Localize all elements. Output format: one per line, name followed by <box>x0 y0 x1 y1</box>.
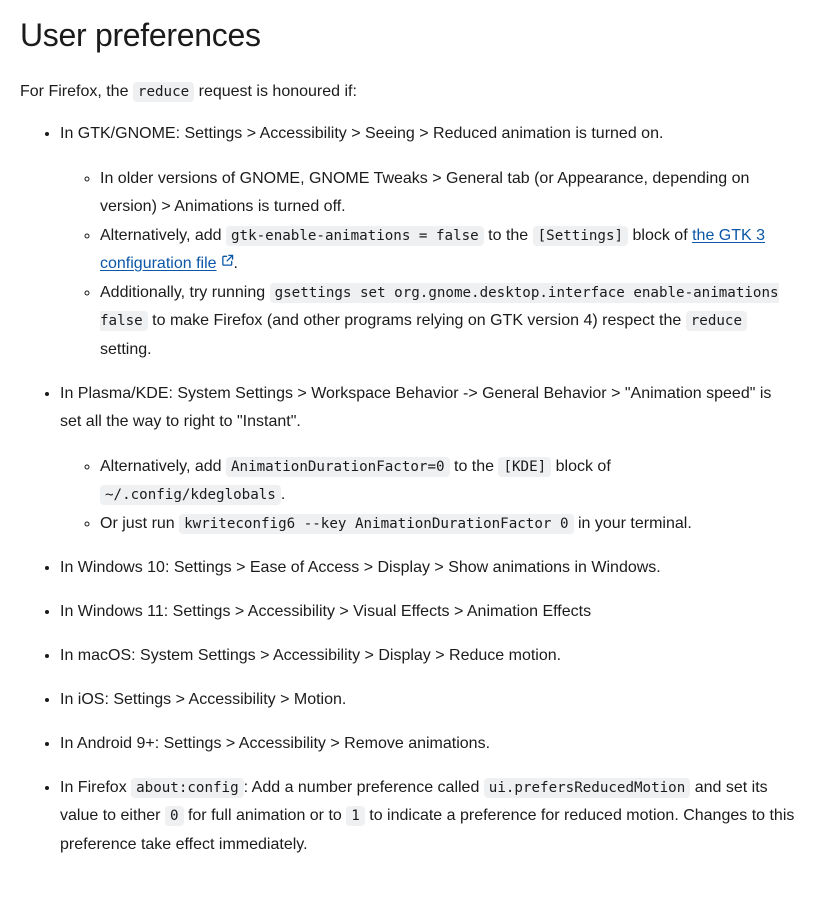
intro-text-after: request is honoured if: <box>194 83 357 100</box>
link-text[interactable]: the GTK 3 configuration file <box>100 226 766 272</box>
intro-paragraph <box>20 78 796 106</box>
list-item-text: In macOS: System Settings > Accessibility > Display > Reduce motion. <box>60 646 562 664</box>
list-item-windows-11 <box>60 598 796 627</box>
text-segment: In Firefox <box>60 778 132 796</box>
inline-code: [KDE] <box>498 457 551 477</box>
sublist-item <box>100 165 796 222</box>
sublist-item <box>100 222 796 279</box>
inline-code: gsettings set org.gnome.desktop.interface enable-animations false <box>100 284 779 329</box>
text-segment: . <box>233 255 238 272</box>
text-segment: block of <box>551 457 611 475</box>
text-segment: setting. <box>100 340 152 358</box>
inline-code: AnimationDurationFactor=0 <box>226 457 450 477</box>
text-segment: Or just run <box>100 514 180 532</box>
text-segment: . <box>280 486 286 503</box>
sublist-gnome <box>60 165 796 365</box>
inline-code: about:config <box>131 778 244 798</box>
text-segment: Alternatively, add <box>100 457 226 475</box>
text-segment: for full animation or to <box>183 807 347 824</box>
text-segment: to the <box>483 226 533 244</box>
list-item-text: In older versions of GNOME, GNOME Tweaks > General tab (or Appearance, depending on version) > Animations is turned off. <box>100 169 750 215</box>
text-segment: : Add a number preference called <box>243 778 484 796</box>
list-item-firefox-about-config <box>60 774 796 860</box>
text-segment: Alternatively, add <box>100 226 226 244</box>
sublist-kde <box>60 453 796 539</box>
list-item-android <box>60 730 796 759</box>
text-segment: block of <box>628 226 693 244</box>
list-item-plasma-kde <box>60 380 796 539</box>
list-item-text: In Android 9+: Settings > Accessibility > Remove animations. <box>60 734 491 752</box>
intro-text-before: For Firefox, the <box>20 83 133 100</box>
inline-code: [Settings] <box>533 226 628 246</box>
inline-code: ~/.config/kdeglobals <box>100 485 281 505</box>
inline-code: reduce <box>133 82 194 102</box>
text-segment: to the <box>449 457 499 475</box>
sublist-item <box>100 510 796 539</box>
text-segment: Additionally, try running <box>100 283 270 301</box>
list-item-text: In iOS: Settings > Accessibility > Motion. <box>60 690 347 708</box>
list-item-windows-10 <box>60 554 796 583</box>
text-segment: to indicate a preference for reduced motion. Changes to this preference take effect immediately. <box>60 807 795 853</box>
article <box>0 15 816 859</box>
list-item-text: In Plasma/KDE: System Settings > Workspace Behavior -> General Behavior > "Animation speed" is set all the way to right to "Instant". <box>60 384 772 430</box>
inline-code: kwriteconfig6 --key AnimationDurationFactor 0 <box>179 514 573 534</box>
inline-code: 1 <box>346 806 365 826</box>
inline-code: reduce <box>686 311 747 331</box>
sublist-item <box>100 453 796 510</box>
preferences-list <box>20 120 796 859</box>
list-item-text: In Windows 11: Settings > Accessibility > Visual Effects > Animation Effects <box>60 602 592 620</box>
list-item-macos <box>60 642 796 671</box>
list-item-gtk-gnome <box>60 120 796 364</box>
inline-code: gtk-enable-animations = false <box>226 226 484 246</box>
text-segment: in your terminal. <box>573 514 692 532</box>
inline-code: ui.prefersReducedMotion <box>484 778 690 798</box>
list-item-text: In GTK/GNOME: Settings > Accessibility > Seeing > Reduced animation is turned on. <box>60 125 664 142</box>
page-title: User preferences <box>20 17 261 53</box>
external-link-icon <box>221 254 234 267</box>
text-segment: and set its value to either <box>60 778 768 824</box>
text-segment: to make Firefox (and other programs relying on GTK version 4) respect the <box>147 312 686 329</box>
sublist-item <box>100 279 796 365</box>
list-item-ios <box>60 686 796 715</box>
inline-code: 0 <box>165 806 184 826</box>
list-item-text: In Windows 10: Settings > Ease of Access > Display > Show animations in Windows. <box>60 558 661 576</box>
